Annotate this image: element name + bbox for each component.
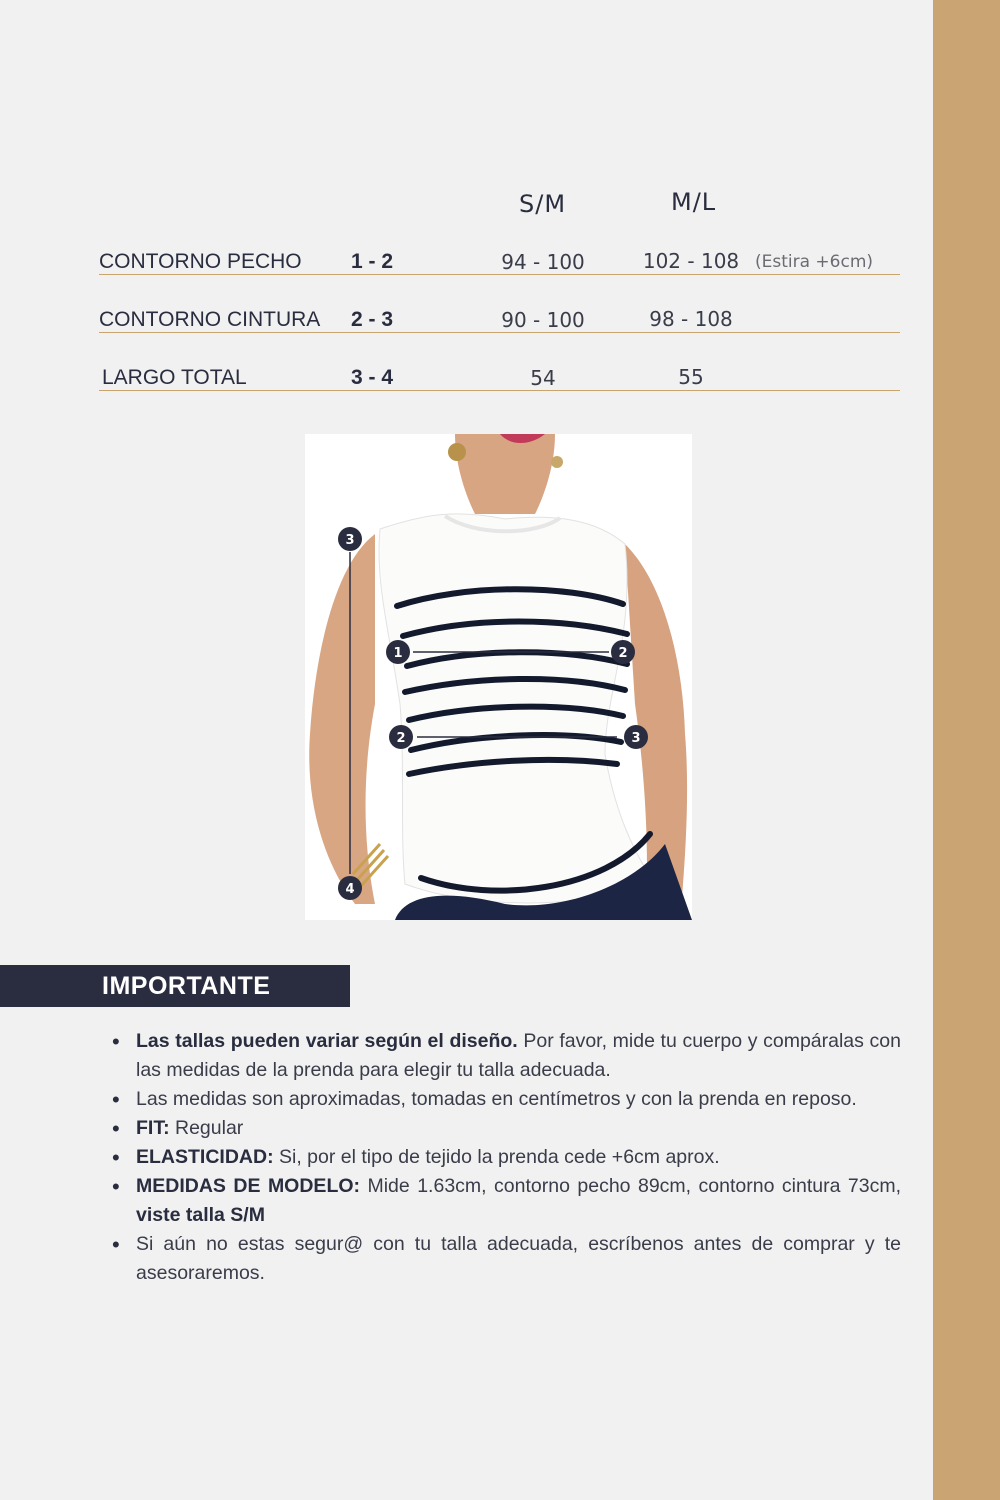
value-ml: 98 - 108 — [649, 307, 733, 331]
row-points: 2 - 3 — [351, 308, 394, 331]
size-table — [99, 180, 900, 395]
value-ml: 55 — [678, 365, 704, 389]
marker-length-top: 3 — [345, 533, 355, 548]
list-item: • MEDIDAS DE MODELO: Mide 1.63cm, contorno pecho 89cm, contorno cintura 73cm, viste talla S/M — [112, 1172, 901, 1230]
table-row-length — [99, 354, 900, 391]
list-item: • FIT: Regular — [112, 1114, 901, 1143]
table-row-waist — [99, 296, 900, 333]
list-item: • Si aún no estas segur@ con tu talla adecuada, escríbenos antes de comprar y te asesoraremos. — [112, 1230, 901, 1288]
value-ml: 102 - 108 — [642, 249, 740, 273]
marker-waist-left: 2 — [396, 731, 406, 746]
important-title: IMPORTANTE — [102, 972, 271, 1000]
table-row-bust — [99, 238, 900, 275]
list-item: • ELASTICIDAD: Si, por el tipo de tejido la prenda cede +6cm aprox. — [112, 1143, 901, 1172]
column-header-sm: S/M — [519, 190, 567, 218]
marker-length-bottom: 4 — [345, 882, 355, 897]
value-sm: 54 — [530, 366, 556, 390]
row-points: 3 - 4 — [351, 366, 394, 389]
row-points: 1 - 2 — [351, 250, 394, 273]
product-photo — [305, 434, 692, 920]
row-label: CONTORNO CINTURA — [99, 308, 321, 331]
row-label: LARGO TOTAL — [102, 366, 247, 389]
list-item: • Las tallas pueden variar según el diseño. Por favor, mide tu cuerpo y compáralas con las medidas de la prenda para elegir tu talla adecuada. — [112, 1027, 901, 1085]
stretch-note: (Estira +6cm) — [755, 252, 874, 272]
column-header-ml: M/L — [671, 188, 717, 216]
row-label: CONTORNO PECHO — [99, 250, 302, 273]
marker-bust-left: 1 — [393, 646, 403, 661]
marker-bust-right: 2 — [618, 646, 628, 661]
value-sm: 94 - 100 — [501, 250, 585, 274]
marker-waist-right: 3 — [631, 731, 641, 746]
value-sm: 90 - 100 — [501, 308, 585, 332]
important-banner — [0, 965, 350, 1007]
important-notes-list — [112, 1027, 901, 1288]
side-accent-stripe — [933, 0, 1000, 1500]
list-item: • Las medidas son aproximadas, tomadas en centímetros y con la prenda en reposo. — [112, 1085, 901, 1114]
